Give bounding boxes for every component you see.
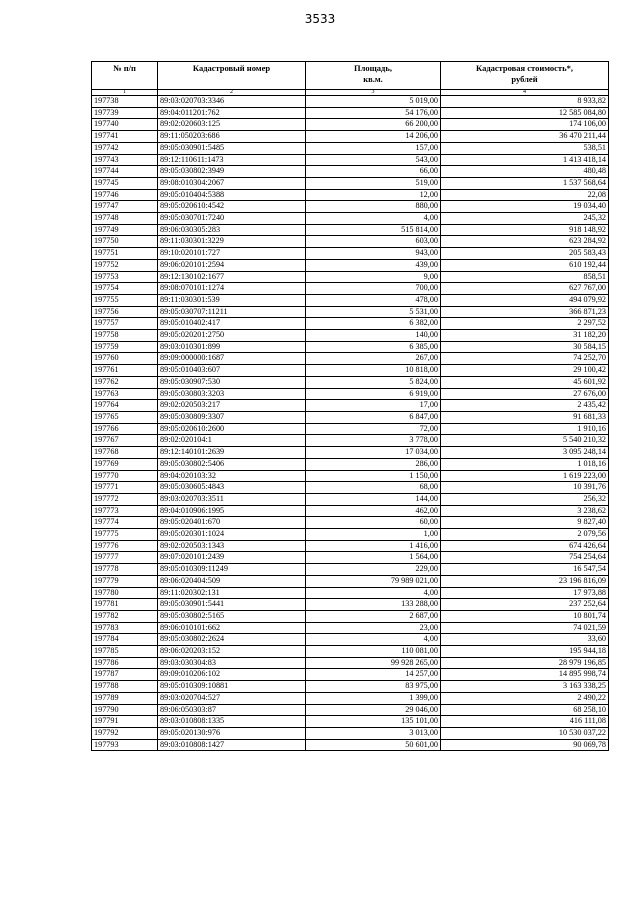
row-index: 197764: [92, 400, 158, 412]
table-row: [92, 330, 609, 342]
row-index: 197761: [92, 365, 158, 377]
area-value: 72,00: [306, 423, 441, 435]
row-index: 197757: [92, 318, 158, 330]
row-index: 197770: [92, 470, 158, 482]
area-value: 17,00: [306, 400, 441, 412]
cadastral-value: 674 426,64: [441, 540, 609, 552]
table-row: [92, 142, 609, 154]
table-row: [92, 248, 609, 260]
cadastral-number: 89:06:010101:662: [158, 622, 306, 634]
row-index: 197748: [92, 213, 158, 225]
row-index: 197742: [92, 142, 158, 154]
area-value: 543,00: [306, 154, 441, 166]
table-row: [92, 587, 609, 599]
area-value: 144,00: [306, 493, 441, 505]
cadastral-number: 89:11:030301:539: [158, 294, 306, 306]
area-value: 68,00: [306, 482, 441, 494]
row-index: 197793: [92, 739, 158, 751]
cadastral-value: 494 079,92: [441, 294, 609, 306]
cadastral-value: 10 530 037,22: [441, 727, 609, 739]
table-row: [92, 388, 609, 400]
cadastral-number: 89:10:020101:727: [158, 248, 306, 260]
cadastral-value: 74 252,70: [441, 353, 609, 365]
area-value: 4,00: [306, 587, 441, 599]
area-value: 50 601,00: [306, 739, 441, 751]
cadastral-number: 89:03:030304:83: [158, 657, 306, 669]
cadastral-value: 1 910,16: [441, 423, 609, 435]
cadastral-value: 12 585 084,80: [441, 107, 609, 119]
cadastral-value: 918 148,92: [441, 224, 609, 236]
area-value: 462,00: [306, 505, 441, 517]
cadastral-number: 89:05:030901:5441: [158, 599, 306, 611]
table-row: [92, 435, 609, 447]
table-row: [92, 213, 609, 225]
table-row: [92, 575, 609, 587]
row-index: 197779: [92, 575, 158, 587]
cadastral-number: 89:05:030605:4843: [158, 482, 306, 494]
header-area-label: Площадь, кв.м.: [354, 63, 392, 84]
cadastral-number: 89:05:020201:2750: [158, 330, 306, 342]
cadastral-value: 1 413 418,14: [441, 154, 609, 166]
header-index: № п/п: [92, 62, 158, 90]
area-value: 6 385,00: [306, 341, 441, 353]
area-value: 6 847,00: [306, 411, 441, 423]
area-value: 2 687,00: [306, 610, 441, 622]
cadastral-number: 89:05:030802:5406: [158, 458, 306, 470]
row-index: 197788: [92, 681, 158, 693]
cadastral-number: 89:11:050203:686: [158, 131, 306, 143]
table-row: [92, 669, 609, 681]
cadastral-number: 89:06:030305:283: [158, 224, 306, 236]
cadastral-value: 754 254,64: [441, 552, 609, 564]
table-row: [92, 599, 609, 611]
area-value: 1 416,00: [306, 540, 441, 552]
cadastral-number: 89:03:020703:3511: [158, 493, 306, 505]
cadastral-value: 10 391,76: [441, 482, 609, 494]
cadastral-value: 1 537 568,64: [441, 177, 609, 189]
table-row: [92, 236, 609, 248]
table-row: [92, 177, 609, 189]
cadastral-number: 89:06:020101:2594: [158, 259, 306, 271]
row-index: 197749: [92, 224, 158, 236]
cadastral-value: 45 601,92: [441, 376, 609, 388]
row-index: 197738: [92, 96, 158, 108]
table-row: [92, 657, 609, 669]
table-row: [92, 271, 609, 283]
cadastral-number: 89:05:030701:7240: [158, 213, 306, 225]
cadastral-value: 2 435,42: [441, 400, 609, 412]
area-value: 12,00: [306, 189, 441, 201]
area-value: 140,00: [306, 330, 441, 342]
table-row: [92, 458, 609, 470]
cadastral-value: 8 933,82: [441, 96, 609, 108]
area-value: 157,00: [306, 142, 441, 154]
cadastral-number: 89:12:110611:1473: [158, 154, 306, 166]
table-row: [92, 154, 609, 166]
cadastral-value: 858,51: [441, 271, 609, 283]
table-row: [92, 341, 609, 353]
table-row: [92, 119, 609, 131]
cadastral-number: 89:07:020101:2439: [158, 552, 306, 564]
area-value: 943,00: [306, 248, 441, 260]
cadastral-number: 89:02:020104:1: [158, 435, 306, 447]
table-row: [92, 716, 609, 728]
table-body: [92, 96, 609, 751]
row-index: 197787: [92, 669, 158, 681]
cadastral-value: 623 284,92: [441, 236, 609, 248]
cadastral-number: 89:05:030907:530: [158, 376, 306, 388]
table-row: [92, 517, 609, 529]
cadastral-value: 17 973,88: [441, 587, 609, 599]
column-number: 4: [441, 90, 609, 96]
row-index: 197766: [92, 423, 158, 435]
table-row: [92, 224, 609, 236]
table-row: [92, 564, 609, 576]
row-index: 197740: [92, 119, 158, 131]
cadastral-value: 10 801,74: [441, 610, 609, 622]
cadastral-value: 9 827,40: [441, 517, 609, 529]
row-index: 197773: [92, 505, 158, 517]
area-value: 267,00: [306, 353, 441, 365]
header-value-label: Кадастровая стоимость*, рублей: [476, 63, 573, 84]
row-index: 197752: [92, 259, 158, 271]
row-index: 197786: [92, 657, 158, 669]
table-row: [92, 727, 609, 739]
row-index: 197767: [92, 435, 158, 447]
table-row: [92, 376, 609, 388]
area-value: 9,00: [306, 271, 441, 283]
area-value: 1 150,00: [306, 470, 441, 482]
page-number: 3533: [304, 12, 336, 26]
cadastral-value: 68 258,10: [441, 704, 609, 716]
cadastral-number: 89:05:030809:3307: [158, 411, 306, 423]
cadastral-number: 89:11:030301:3229: [158, 236, 306, 248]
cadastral-value: 416 111,08: [441, 716, 609, 728]
row-index: 197751: [92, 248, 158, 260]
table-row: [92, 493, 609, 505]
row-index: 197790: [92, 704, 158, 716]
row-index: 197744: [92, 166, 158, 178]
table-row: [92, 681, 609, 693]
cadastral-number: 89:02:020603:125: [158, 119, 306, 131]
area-value: 700,00: [306, 283, 441, 295]
row-index: 197791: [92, 716, 158, 728]
area-value: 439,00: [306, 259, 441, 271]
cadastral-number: 89:05:030901:5485: [158, 142, 306, 154]
cadastral-number: 89:02:020503:1343: [158, 540, 306, 552]
area-value: 99 928 265,00: [306, 657, 441, 669]
cadastral-value: 29 100,42: [441, 365, 609, 377]
table-row: [92, 704, 609, 716]
area-value: 110 081,00: [306, 646, 441, 658]
row-index: 197771: [92, 482, 158, 494]
table-row: [92, 423, 609, 435]
row-index: 197785: [92, 646, 158, 658]
area-value: 5 824,00: [306, 376, 441, 388]
row-index: 197763: [92, 388, 158, 400]
area-value: 6 919,00: [306, 388, 441, 400]
area-value: 229,00: [306, 564, 441, 576]
table-row: [92, 259, 609, 271]
cadastral-number: 89:05:010404:5388: [158, 189, 306, 201]
cadastral-value: 30 584,15: [441, 341, 609, 353]
table-row: [92, 646, 609, 658]
cadastral-value: 538,51: [441, 142, 609, 154]
cadastral-value: 610 192,44: [441, 259, 609, 271]
table-row: [92, 365, 609, 377]
row-index: 197756: [92, 306, 158, 318]
cadastral-number: 89:09:010206:102: [158, 669, 306, 681]
area-value: 14 257,00: [306, 669, 441, 681]
area-value: 5 019,00: [306, 96, 441, 108]
area-value: 60,00: [306, 517, 441, 529]
cadastral-number: 89:09:000000:1687: [158, 353, 306, 365]
cadastral-number: 89:05:020610:4542: [158, 201, 306, 213]
cadastral-value: 205 583,43: [441, 248, 609, 260]
area-value: 6 382,00: [306, 318, 441, 330]
cadastral-value: 195 944,18: [441, 646, 609, 658]
cadastral-number: 89:02:020503:217: [158, 400, 306, 412]
table-row: [92, 529, 609, 541]
table-row: [92, 318, 609, 330]
row-index: 197775: [92, 529, 158, 541]
row-index: 197754: [92, 283, 158, 295]
cadastral-value: 1 018,16: [441, 458, 609, 470]
row-index: 197776: [92, 540, 158, 552]
cadastral-value: 627 767,00: [441, 283, 609, 295]
area-value: 79 989 021,00: [306, 575, 441, 587]
row-index: 197780: [92, 587, 158, 599]
row-index: 197750: [92, 236, 158, 248]
row-index: 197783: [92, 622, 158, 634]
cadastral-number: 89:03:020704:527: [158, 692, 306, 704]
row-index: 197746: [92, 189, 158, 201]
header-cadastral-value: [441, 62, 609, 90]
area-value: 23,00: [306, 622, 441, 634]
cadastral-number: 89:05:030802:3949: [158, 166, 306, 178]
cadastral-number: 89:05:010309:10881: [158, 681, 306, 693]
table-row: [92, 552, 609, 564]
table-row: [92, 447, 609, 459]
cadastral-table: [91, 61, 609, 751]
row-index: 197762: [92, 376, 158, 388]
area-value: 880,00: [306, 201, 441, 213]
cadastral-value: 22,08: [441, 189, 609, 201]
row-index: 197739: [92, 107, 158, 119]
cadastral-value: 480,48: [441, 166, 609, 178]
area-value: 66 200,00: [306, 119, 441, 131]
cadastral-value: 33,60: [441, 634, 609, 646]
area-value: 10 818,00: [306, 365, 441, 377]
cadastral-value: 3 238,62: [441, 505, 609, 517]
table-row: [92, 634, 609, 646]
area-value: 519,00: [306, 177, 441, 189]
column-number: 3: [306, 90, 441, 96]
table-row: [92, 505, 609, 517]
area-value: 515 814,00: [306, 224, 441, 236]
cadastral-number: 89:05:010309:11249: [158, 564, 306, 576]
table-row: [92, 131, 609, 143]
row-index: 197778: [92, 564, 158, 576]
cadastral-value: 19 034,40: [441, 201, 609, 213]
area-value: 603,00: [306, 236, 441, 248]
cadastral-number: 89:05:030803:3203: [158, 388, 306, 400]
cadastral-value: 36 470 211,44: [441, 131, 609, 143]
cadastral-value: 91 681,33: [441, 411, 609, 423]
row-index: 197784: [92, 634, 158, 646]
area-value: 1 564,00: [306, 552, 441, 564]
area-value: 54 176,00: [306, 107, 441, 119]
header-cadastral-number: Кадастровый номер: [158, 62, 306, 90]
cadastral-number: 89:12:140101:2639: [158, 447, 306, 459]
table-row: [92, 306, 609, 318]
table-row: [92, 739, 609, 751]
table-row: [92, 201, 609, 213]
table-row: [92, 540, 609, 552]
table-row: [92, 166, 609, 178]
row-index: 197777: [92, 552, 158, 564]
cadastral-number: 89:05:020130:976: [158, 727, 306, 739]
table-row: [92, 96, 609, 108]
area-value: 4,00: [306, 634, 441, 646]
cadastral-value: 237 252,64: [441, 599, 609, 611]
cadastral-number: 89:06:050303:87: [158, 704, 306, 716]
cadastral-number: 89:05:020401:670: [158, 517, 306, 529]
area-value: 83 975,00: [306, 681, 441, 693]
cadastral-value: 2 297,52: [441, 318, 609, 330]
row-index: 197760: [92, 353, 158, 365]
table-row: [92, 692, 609, 704]
table-row: [92, 610, 609, 622]
cadastral-value: 256,32: [441, 493, 609, 505]
cadastral-value: 23 196 816,09: [441, 575, 609, 587]
area-value: 135 101,00: [306, 716, 441, 728]
row-index: 197792: [92, 727, 158, 739]
row-index: 197747: [92, 201, 158, 213]
cadastral-value: 1 619 223,00: [441, 470, 609, 482]
cadastral-number: 89:11:020302:131: [158, 587, 306, 599]
area-value: 133 288,00: [306, 599, 441, 611]
cadastral-number: 89:05:010402:417: [158, 318, 306, 330]
column-number: 1: [92, 90, 158, 96]
row-index: 197774: [92, 517, 158, 529]
cadastral-number: 89:05:030707:11211: [158, 306, 306, 318]
row-index: 197768: [92, 447, 158, 459]
cadastral-number: 89:06:020203:152: [158, 646, 306, 658]
table-row: [92, 411, 609, 423]
area-value: 29 046,00: [306, 704, 441, 716]
area-value: 1,00: [306, 529, 441, 541]
area-value: 4,00: [306, 213, 441, 225]
table-row: [92, 470, 609, 482]
table-row: [92, 622, 609, 634]
area-value: 3 778,00: [306, 435, 441, 447]
cadastral-value: 3 095 248,14: [441, 447, 609, 459]
cadastral-number: 89:05:020610:2600: [158, 423, 306, 435]
cadastral-number: 89:03:010808:1427: [158, 739, 306, 751]
cadastral-number: 89:05:030802:5165: [158, 610, 306, 622]
row-index: 197755: [92, 294, 158, 306]
table-row: [92, 189, 609, 201]
table-header: [92, 62, 609, 96]
area-value: 5 531,00: [306, 306, 441, 318]
cadastral-value: 245,32: [441, 213, 609, 225]
cadastral-number: 89:04:010906:1995: [158, 505, 306, 517]
column-number: 2: [158, 90, 306, 96]
cadastral-value: 28 979 196,85: [441, 657, 609, 669]
cadastral-value: 2 079,56: [441, 529, 609, 541]
row-index: 197789: [92, 692, 158, 704]
cadastral-value: 14 895 998,74: [441, 669, 609, 681]
row-index: 197781: [92, 599, 158, 611]
cadastral-value: 174 106,00: [441, 119, 609, 131]
area-value: 3 013,00: [306, 727, 441, 739]
area-value: 66,00: [306, 166, 441, 178]
table-row: [92, 294, 609, 306]
cadastral-value: 16 547,54: [441, 564, 609, 576]
header-area: [306, 62, 441, 90]
row-index: 197769: [92, 458, 158, 470]
cadastral-value: 5 540 210,32: [441, 435, 609, 447]
table-row: [92, 400, 609, 412]
table-row: [92, 353, 609, 365]
row-index: 197782: [92, 610, 158, 622]
row-index: 197758: [92, 330, 158, 342]
cadastral-value: 74 021,59: [441, 622, 609, 634]
area-value: 286,00: [306, 458, 441, 470]
cadastral-value: 2 490,22: [441, 692, 609, 704]
cadastral-number: 89:06:020404:509: [158, 575, 306, 587]
cadastral-number: 89:03:010301:899: [158, 341, 306, 353]
cadastral-number: 89:05:020301:1024: [158, 529, 306, 541]
table-row: [92, 107, 609, 119]
cadastral-value: 27 676,00: [441, 388, 609, 400]
table-row: [92, 482, 609, 494]
area-value: 1 399,00: [306, 692, 441, 704]
cadastral-number: 89:08:070101:1274: [158, 283, 306, 295]
cadastral-number: 89:08:010304:2067: [158, 177, 306, 189]
area-value: 17 034,00: [306, 447, 441, 459]
cadastral-value: 31 182,20: [441, 330, 609, 342]
cadastral-value: 366 871,23: [441, 306, 609, 318]
cadastral-number: 89:04:011201:762: [158, 107, 306, 119]
cadastral-number: 89:03:010808:1335: [158, 716, 306, 728]
cadastral-number: 89:05:010403:607: [158, 365, 306, 377]
row-index: 197765: [92, 411, 158, 423]
row-index: 197745: [92, 177, 158, 189]
cadastral-value: 3 163 338,25: [441, 681, 609, 693]
cadastral-number: 89:04:020103:32: [158, 470, 306, 482]
cadastral-number: 89:03:020703:3346: [158, 96, 306, 108]
table-row: [92, 283, 609, 295]
cadastral-number: 89:12:130102:1677: [158, 271, 306, 283]
area-value: 478,00: [306, 294, 441, 306]
row-index: 197759: [92, 341, 158, 353]
row-index: 197741: [92, 131, 158, 143]
cadastral-number: 89:05:030802:2624: [158, 634, 306, 646]
row-index: 197743: [92, 154, 158, 166]
row-index: 197772: [92, 493, 158, 505]
cadastral-value: 90 069,78: [441, 739, 609, 751]
row-index: 197753: [92, 271, 158, 283]
area-value: 14 206,00: [306, 131, 441, 143]
